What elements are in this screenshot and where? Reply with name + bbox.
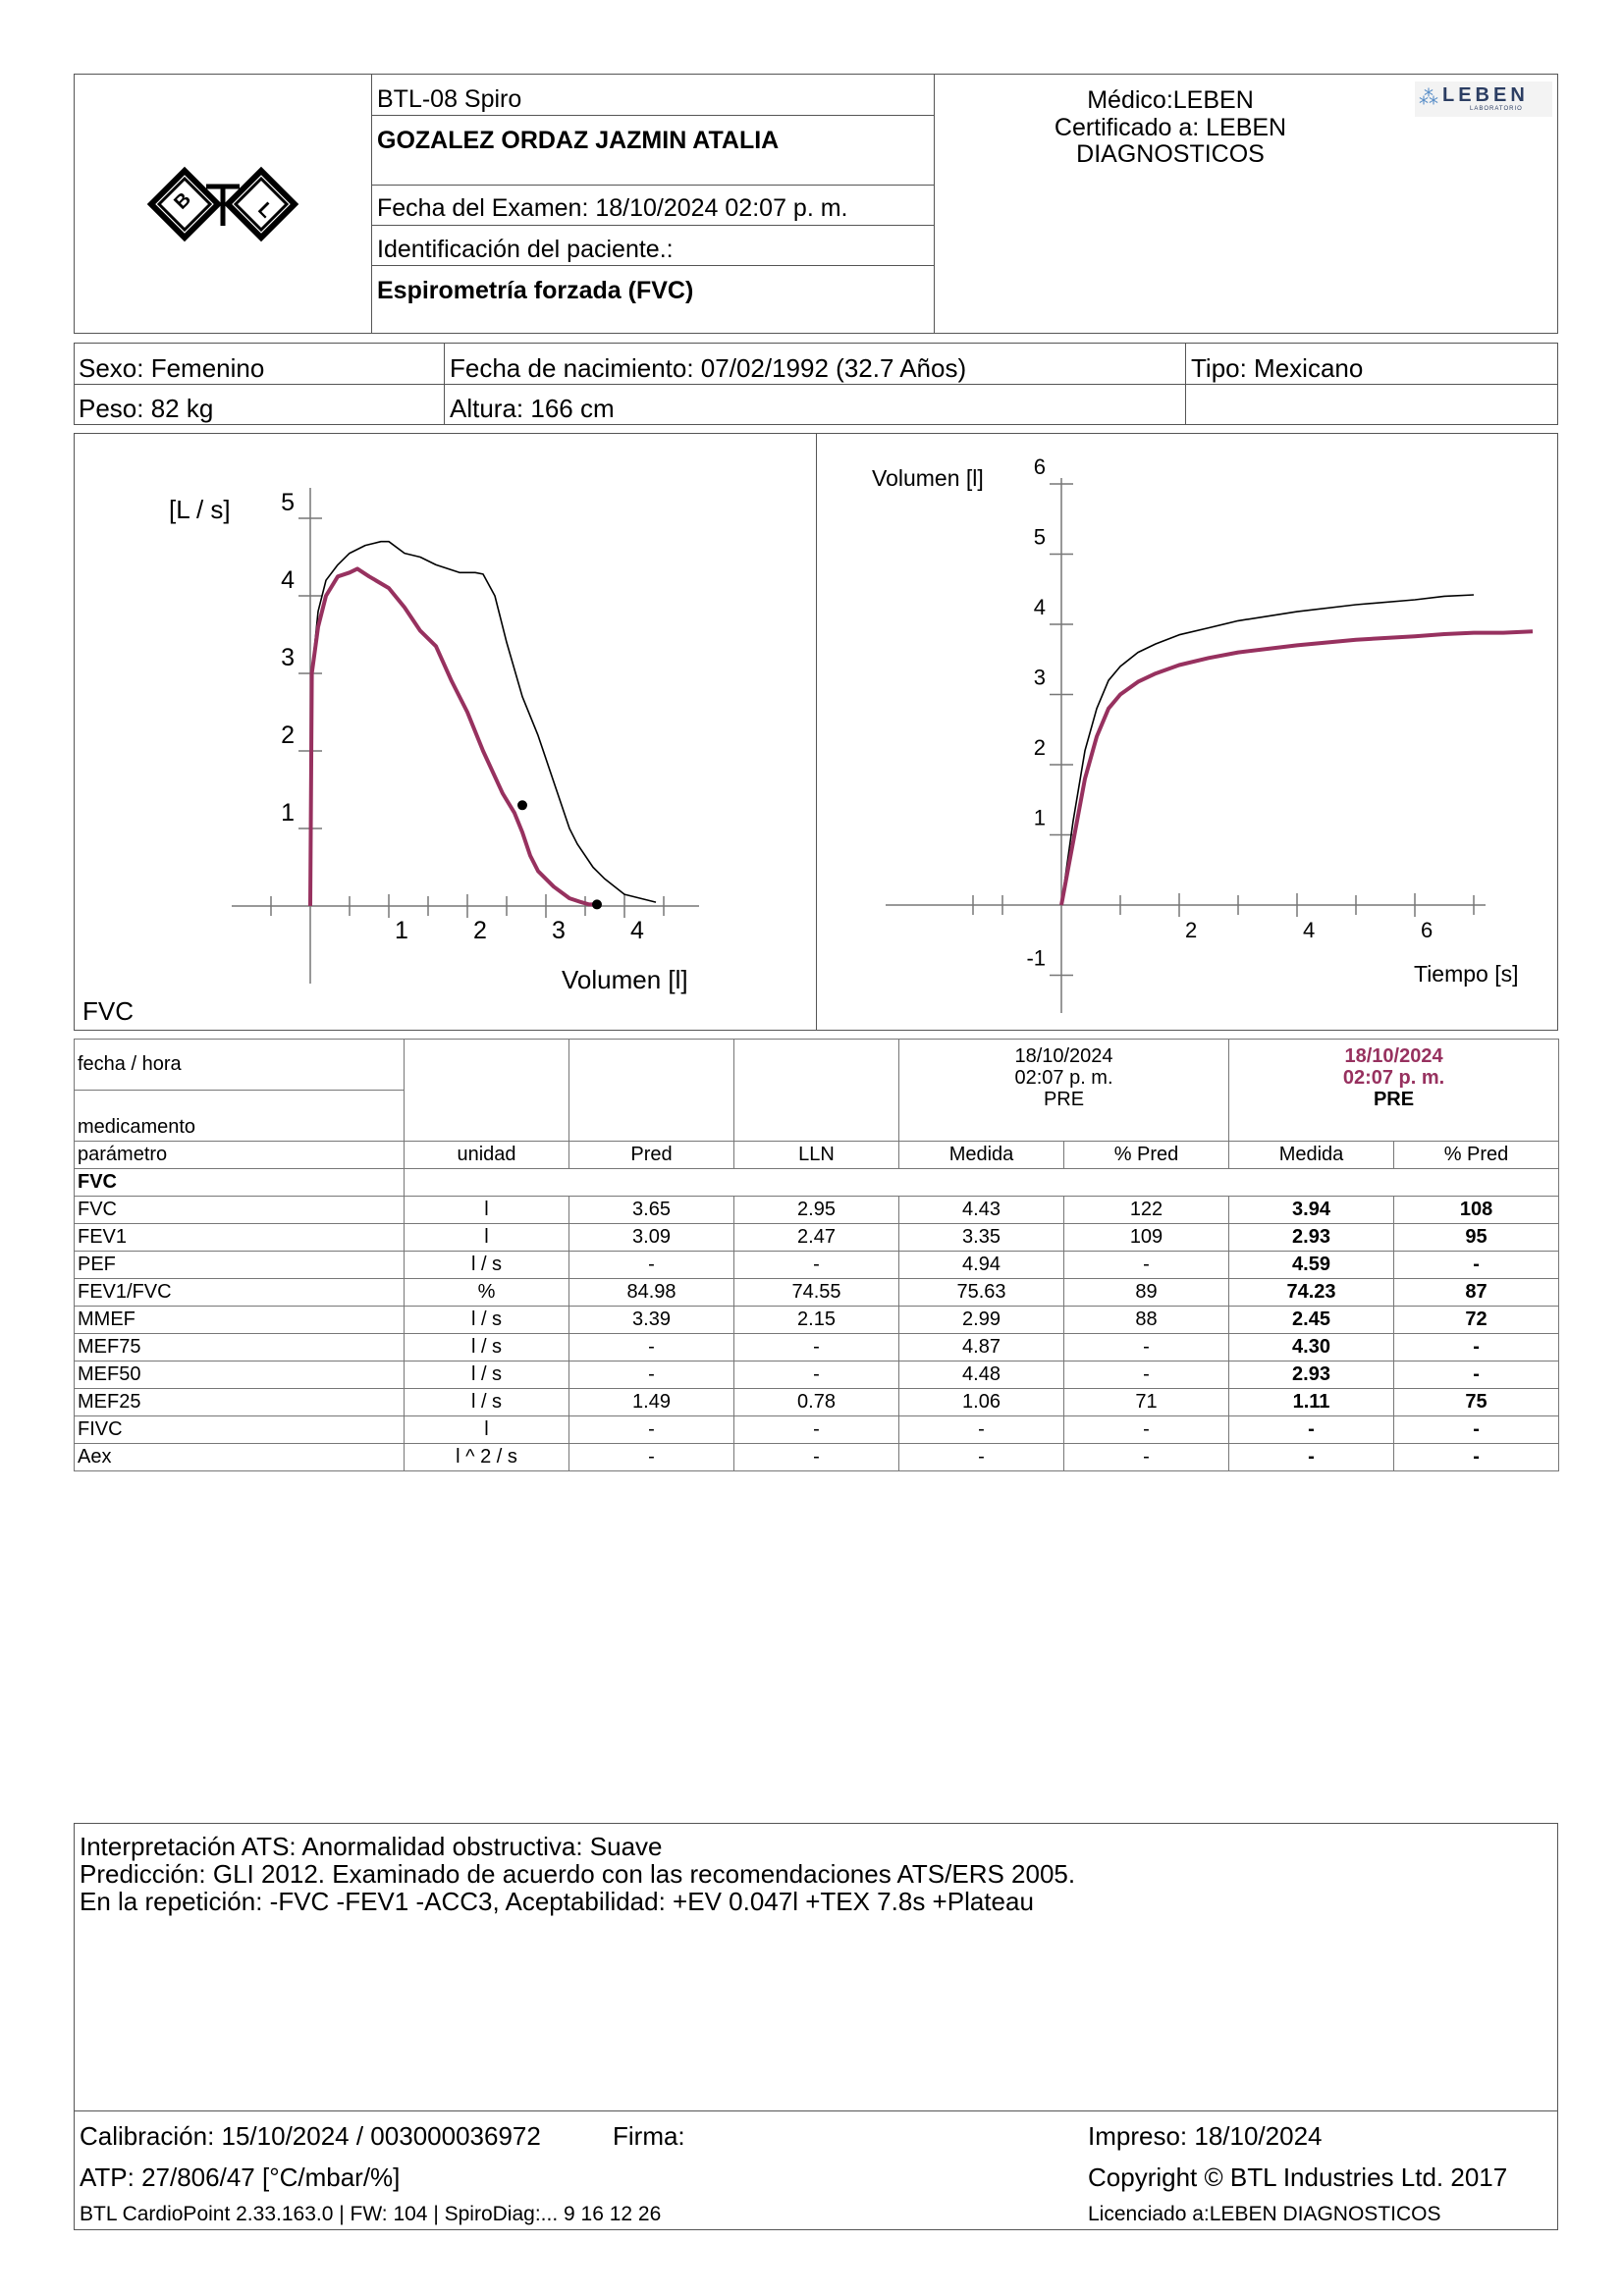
table-cell: 3.65 xyxy=(569,1197,734,1224)
lab-logo xyxy=(1415,81,1552,117)
table-cell: - xyxy=(1394,1416,1559,1444)
table-cell: 1.49 xyxy=(569,1389,734,1416)
svg-text:B: B xyxy=(170,188,195,214)
table-cell: - xyxy=(1064,1334,1229,1362)
column-header: Medida xyxy=(899,1142,1064,1169)
y-tick-label: 3 xyxy=(281,644,295,671)
table-cell: % xyxy=(405,1279,569,1307)
table-cell: 0.78 xyxy=(734,1389,899,1416)
table-cell: - xyxy=(1229,1444,1394,1471)
table-row xyxy=(75,1224,1559,1252)
column-header: Medida xyxy=(1229,1142,1394,1169)
table-cell: - xyxy=(1394,1334,1559,1362)
table-cell: 122 xyxy=(1064,1197,1229,1224)
table-cell: 74.23 xyxy=(1229,1279,1394,1307)
table-cell: MEF25 xyxy=(75,1389,405,1416)
table-row xyxy=(75,1416,1559,1444)
table-cell: FEV1/FVC xyxy=(75,1279,405,1307)
interpretation-line1: Interpretación ATS: Anormalidad obstructiva: Suave xyxy=(80,1832,663,1861)
table-row xyxy=(75,1279,1559,1307)
table-cell: - xyxy=(734,1416,899,1444)
table-cell: l / s xyxy=(405,1307,569,1334)
signature-label: Firma: xyxy=(613,2121,685,2151)
table-cell: - xyxy=(1229,1416,1394,1444)
table-cell: 75 xyxy=(1394,1389,1559,1416)
table-cell: Aex xyxy=(75,1444,405,1471)
table-cell: - xyxy=(569,1334,734,1362)
exam-date: Fecha del Examen: 18/10/2024 02:07 p. m. xyxy=(377,194,848,222)
table-cell: 75.63 xyxy=(899,1279,1064,1307)
table-cell: - xyxy=(1394,1444,1559,1471)
x-tick-label: 3 xyxy=(552,917,566,944)
y-tick-label: 2 xyxy=(281,721,295,749)
software-version: BTL CardioPoint 2.33.163.0 | FW: 104 | SpiroDiag:... 9 16 12 26 xyxy=(80,2203,662,2225)
table-cell: l xyxy=(405,1224,569,1252)
btl-logo-icon xyxy=(145,165,300,243)
table-cell: MEF75 xyxy=(75,1334,405,1362)
column-header: % Pred xyxy=(1064,1142,1229,1169)
table-cell: l / s xyxy=(405,1389,569,1416)
series-line-0 xyxy=(310,542,656,906)
svg-text:L: L xyxy=(253,198,278,223)
table-cell: 71 xyxy=(1064,1389,1229,1416)
table-cell: l ^ 2 / s xyxy=(405,1444,569,1471)
table-row xyxy=(75,1362,1559,1389)
table-cell: l xyxy=(405,1416,569,1444)
series-line-1 xyxy=(1061,631,1533,905)
section-label: FVC xyxy=(75,1169,405,1197)
patient-birth: Fecha de nacimiento: 07/02/1992 (32.7 Años) xyxy=(450,353,967,383)
table-cell: 2.99 xyxy=(899,1307,1064,1334)
printed-date: Impreso: 18/10/2024 xyxy=(1088,2121,1323,2151)
column-header: LLN xyxy=(734,1142,899,1169)
y-tick-label: 1 xyxy=(1033,805,1046,830)
y-tick-label: 4 xyxy=(281,566,295,594)
table-cell: - xyxy=(1064,1252,1229,1279)
table-row xyxy=(75,1197,1559,1224)
table-cell: - xyxy=(734,1444,899,1471)
table-cell: - xyxy=(569,1416,734,1444)
patient-name: GOZALEZ ORDAZ JAZMIN ATALIA xyxy=(377,127,780,154)
table-row xyxy=(75,1307,1559,1334)
table-cell: l / s xyxy=(405,1362,569,1389)
measurement-2-med: PRE xyxy=(1373,1089,1415,1110)
x-tick-label: 4 xyxy=(1303,918,1316,942)
lab-logo-icon: ⁂ xyxy=(1419,87,1438,109)
result-rows xyxy=(75,1197,1559,1471)
point-marker xyxy=(517,800,527,810)
patient-weight: Peso: 82 kg xyxy=(79,394,214,423)
table-row xyxy=(75,1389,1559,1416)
table-cell: 87 xyxy=(1394,1279,1559,1307)
results-table xyxy=(74,1039,1559,1471)
lab-logo-text: LEBEN xyxy=(1442,84,1529,106)
table-cell: 2.15 xyxy=(734,1307,899,1334)
table-cell: - xyxy=(734,1362,899,1389)
table-cell: 72 xyxy=(1394,1307,1559,1334)
measurement-2-time: 02:07 p. m. xyxy=(1342,1067,1445,1089)
table-cell: 95 xyxy=(1394,1224,1559,1252)
table-cell: - xyxy=(569,1362,734,1389)
y-tick-label: 2 xyxy=(1033,735,1046,760)
header-fecha-hora: fecha / hora xyxy=(75,1040,405,1091)
device-name: BTL-08 Spiro xyxy=(377,85,522,113)
measurement-1-date: 18/10/2024 xyxy=(1014,1045,1113,1067)
volume-time-xlabel: Tiempo [s] xyxy=(1414,961,1519,987)
table-cell: FIVC xyxy=(75,1416,405,1444)
calibration: Calibración: 15/10/2024 / 003000036972 xyxy=(80,2121,541,2151)
table-cell: 3.94 xyxy=(1229,1197,1394,1224)
volume-time-ylabel: Volumen [l] xyxy=(872,465,984,491)
x-tick-label: 1 xyxy=(395,917,408,944)
table-cell: - xyxy=(569,1444,734,1471)
interpretation-line3: En la repetición: -FVC -FEV1 -ACC3, Aceptabilidad: +EV 0.047l +TEX 7.8s +Plateau xyxy=(80,1887,1034,1916)
table-cell: - xyxy=(569,1252,734,1279)
table-row xyxy=(75,1444,1559,1471)
measurement-1-time: 02:07 p. m. xyxy=(1014,1067,1113,1089)
table-cell: 74.55 xyxy=(734,1279,899,1307)
doctor-name: Médico:LEBEN xyxy=(1087,86,1254,114)
flow-volume-chart xyxy=(75,434,815,1030)
patient-type: Tipo: Mexicano xyxy=(1191,353,1364,383)
x-tick-label: 2 xyxy=(1185,918,1198,942)
table-cell: - xyxy=(734,1334,899,1362)
measurement-2-header xyxy=(1229,1040,1559,1142)
y-tick-label: -1 xyxy=(1026,945,1046,971)
certified-line1: Certificado a: LEBEN xyxy=(1054,114,1287,141)
table-cell: 4.30 xyxy=(1229,1334,1394,1362)
patient-height: Altura: 166 cm xyxy=(450,394,615,423)
x-tick-label: 2 xyxy=(473,917,487,944)
table-cell: - xyxy=(1064,1416,1229,1444)
table-cell: 1.06 xyxy=(899,1389,1064,1416)
table-cell: 2.93 xyxy=(1229,1362,1394,1389)
column-header: parámetro xyxy=(75,1142,405,1169)
table-cell: 4.94 xyxy=(899,1252,1064,1279)
table-cell: l xyxy=(405,1197,569,1224)
measurement-1-med: PRE xyxy=(1043,1089,1085,1110)
column-header-row xyxy=(75,1142,1559,1169)
table-cell: 4.87 xyxy=(899,1334,1064,1362)
column-header: unidad xyxy=(405,1142,569,1169)
header-medicamento: medicamento xyxy=(75,1091,405,1142)
table-cell: 2.45 xyxy=(1229,1307,1394,1334)
y-tick-label: 3 xyxy=(1033,665,1046,690)
table-cell: - xyxy=(1394,1252,1559,1279)
column-header: Pred xyxy=(569,1142,734,1169)
table-cell: 109 xyxy=(1064,1224,1229,1252)
table-cell: 4.48 xyxy=(899,1362,1064,1389)
table-cell: FEV1 xyxy=(75,1224,405,1252)
measurement-2-date: 18/10/2024 xyxy=(1344,1045,1443,1067)
table-cell: 3.09 xyxy=(569,1224,734,1252)
column-header: % Pred xyxy=(1394,1142,1559,1169)
table-cell: 2.93 xyxy=(1229,1224,1394,1252)
patient-sex: Sexo: Femenino xyxy=(79,353,265,383)
interpretation-line2: Predicción: GLI 2012. Examinado de acuerdo con las recomendaciones ATS/ERS 2005. xyxy=(80,1859,1076,1889)
table-cell: 3.35 xyxy=(899,1224,1064,1252)
table-cell: 1.11 xyxy=(1229,1389,1394,1416)
table-cell: 108 xyxy=(1394,1197,1559,1224)
y-tick-label: 6 xyxy=(1033,454,1046,479)
licensed-to: Licenciado a:LEBEN DIAGNOSTICOS xyxy=(1088,2203,1441,2225)
table-cell: MMEF xyxy=(75,1307,405,1334)
test-type: Espirometría forzada (FVC) xyxy=(377,277,694,304)
table-cell: 4.59 xyxy=(1229,1252,1394,1279)
table-cell: 2.47 xyxy=(734,1224,899,1252)
chart-section-label: FVC xyxy=(82,996,134,1026)
flow-volume-ylabel: [L / s] xyxy=(169,495,231,524)
table-cell: - xyxy=(899,1416,1064,1444)
table-cell: - xyxy=(899,1444,1064,1471)
point-marker xyxy=(592,899,602,909)
table-cell: MEF50 xyxy=(75,1362,405,1389)
table-cell: 2.95 xyxy=(734,1197,899,1224)
x-tick-label: 4 xyxy=(630,917,644,944)
table-cell: 84.98 xyxy=(569,1279,734,1307)
table-cell: 89 xyxy=(1064,1279,1229,1307)
y-tick-label: 5 xyxy=(281,489,295,516)
x-tick-label: 6 xyxy=(1421,918,1434,942)
copyright: Copyright © BTL Industries Ltd. 2017 xyxy=(1088,2163,1508,2192)
volume-time-chart xyxy=(817,434,1557,1030)
table-cell: 88 xyxy=(1064,1307,1229,1334)
table-cell: - xyxy=(1064,1444,1229,1471)
flow-volume-xlabel: Volumen [l] xyxy=(562,965,688,994)
lab-logo-sub: LABORATORIO xyxy=(1470,106,1523,112)
certified-line2: DIAGNOSTICOS xyxy=(1076,140,1265,168)
table-cell: 4.43 xyxy=(899,1197,1064,1224)
table-cell: l / s xyxy=(405,1252,569,1279)
table-cell: FVC xyxy=(75,1197,405,1224)
atp-conditions: ATP: 27/806/47 [°C/mbar/%] xyxy=(80,2163,401,2192)
y-tick-label: 4 xyxy=(1033,595,1046,619)
table-cell: PEF xyxy=(75,1252,405,1279)
table-cell: 3.39 xyxy=(569,1307,734,1334)
series-line-0 xyxy=(1061,595,1474,905)
table-cell: - xyxy=(1394,1362,1559,1389)
table-row xyxy=(75,1252,1559,1279)
y-tick-label: 1 xyxy=(281,799,295,827)
table-cell: - xyxy=(1064,1362,1229,1389)
measurement-1-header xyxy=(899,1040,1229,1142)
patient-id: Identificación del paciente.: xyxy=(377,236,674,263)
table-row xyxy=(75,1334,1559,1362)
series-line-1 xyxy=(310,568,593,906)
table-cell: - xyxy=(734,1252,899,1279)
table-cell: l / s xyxy=(405,1334,569,1362)
y-tick-label: 5 xyxy=(1033,524,1046,550)
